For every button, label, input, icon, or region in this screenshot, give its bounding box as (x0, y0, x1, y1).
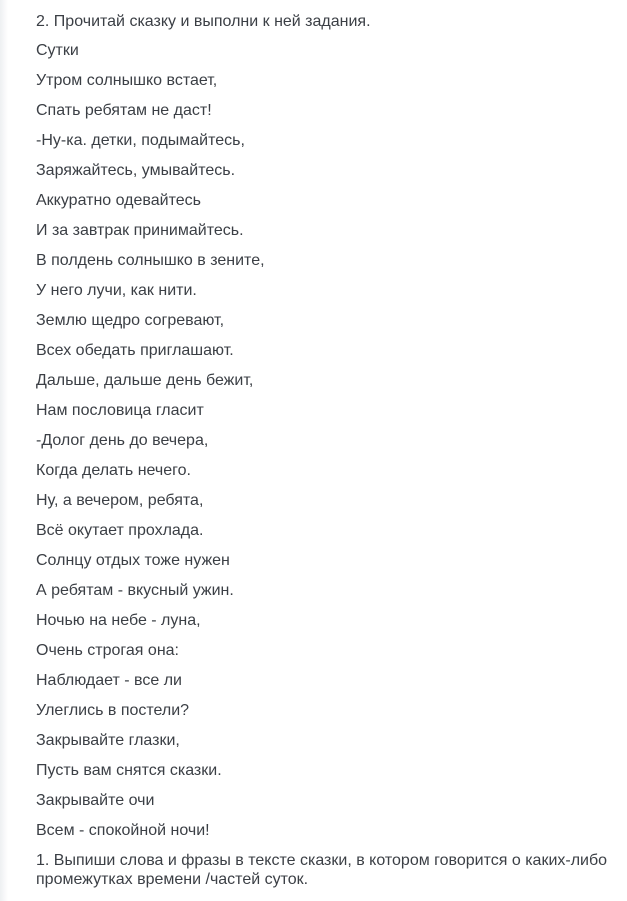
poem-line: Когда делать нечего. (36, 462, 191, 479)
poem-line: Пусть вам снятся сказки. (36, 762, 222, 779)
poem-line: Заряжайтесь, умывайтесь. (36, 162, 236, 179)
poem-line: -Ну-ка. детки, подымайтесь, (36, 132, 245, 149)
poem-line: Закрывайте глазки, (36, 732, 180, 749)
poem-line: У него лучи, как нити. (36, 282, 197, 299)
poem-line: Аккуратно одевайтесь (36, 192, 201, 209)
poem-line: В полдень солнышко в зените, (36, 252, 265, 269)
left-edge-shade (0, 0, 8, 901)
assignment-text (36, 851, 627, 889)
poem-line: -Долог день до вечера, (36, 432, 209, 449)
poem-title: Сутки (36, 42, 79, 59)
poem-line: Ну, а вечером, ребята, (36, 492, 204, 509)
poem-line: Наблюдает - все ли (36, 672, 182, 689)
poem-line: А ребятам - вкусный ужин. (36, 582, 234, 599)
poem-line: Ночью на небе - луна, (36, 612, 201, 629)
task-title: 2. Прочитай сказку и выполни к ней задания. (36, 13, 371, 30)
assignment-line: 1. Выпиши слова и фразы в тексте сказки, в котором говорится о каких-либо (36, 852, 608, 869)
poem-line: Солнцу отдых тоже нужен (36, 552, 230, 569)
poem-line: Очень строгая она: (36, 642, 179, 659)
poem-line: Землю щедро согревают, (36, 312, 225, 329)
poem-line: Закрывайте очи (36, 792, 155, 809)
poem-line: Всем - спокойной ночи! (36, 822, 210, 839)
poem-line: Утром солнышко встает, (36, 72, 218, 89)
poem-line: И за завтрак принимайтесь. (36, 222, 244, 239)
poem-text (36, 40, 265, 850)
poem-line: Дальше, дальше день бежит, (36, 372, 254, 389)
poem-line: Улеглись в постели? (36, 702, 190, 719)
assignment-line: промежутках времени /частей суток. (36, 871, 309, 888)
poem-line: Нам пословица гласит (36, 402, 204, 419)
poem-line: Всё окутает прохлада. (36, 522, 204, 539)
poem-line: Всех обедать приглашают. (36, 342, 234, 359)
poem-line: Спать ребятам не даст! (36, 102, 212, 119)
